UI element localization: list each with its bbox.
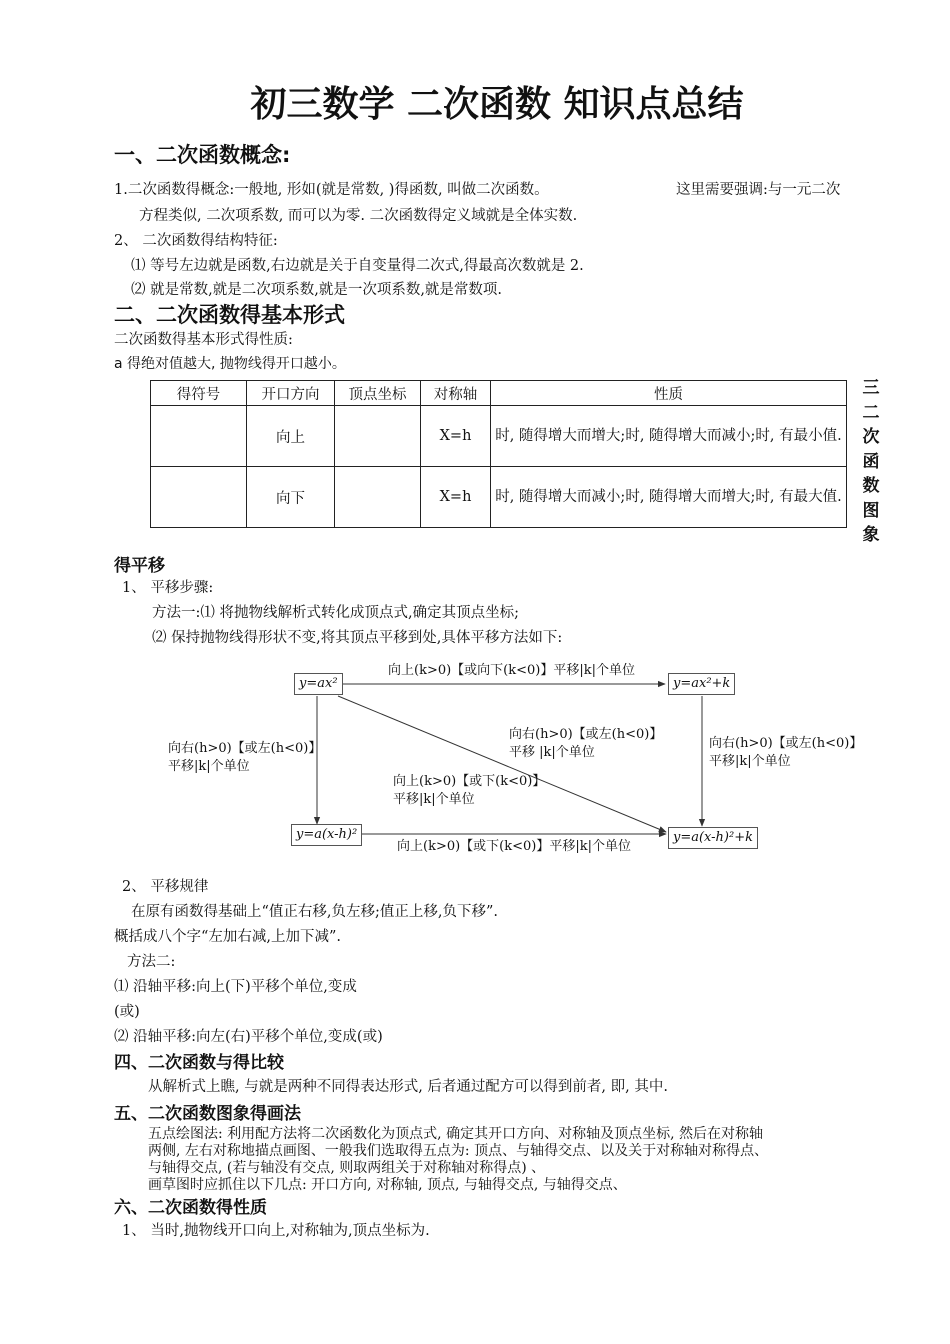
s6-line-1: 1、 当时,抛物线开口向上,对称轴为,顶点坐标为. — [122, 1223, 430, 1239]
page-title: 初三数学 二次函数 知识点总结 — [250, 84, 744, 125]
s3-method-2a: ⑴ 沿轴平移:向上(下)平移个单位,变成 — [114, 979, 357, 995]
side-vertical-heading: 三二次函数图象 — [862, 378, 880, 545]
section-2-heading: 二、二次函数得基本形式 — [114, 303, 345, 327]
cell-property: 时, 随得增大而减小;时, 随得增大而增大;时, 有最大值. — [491, 467, 847, 528]
s5-line-1: 五点绘图法: 利用配方法将二次函数化为顶点式, 确定其开口方向、对称轴及顶点坐标, 然后在对称轴 — [148, 1126, 763, 1142]
s3-method-1b: ⑵ 保持抛物线得形状不变,将其顶点平移到处,具体平移方法如下: — [152, 630, 563, 646]
cell-direction: 向上 — [247, 406, 335, 467]
s2-subtitle: 二次函数得基本形式得性质: — [114, 332, 293, 348]
s3-rule-2: 概括成八个字“左加右减,上加下减”. — [114, 929, 342, 945]
header-property: 性质 — [491, 381, 847, 406]
cell-property: 时, 随得增大而增大;时, 随得增大而减小;时, 有最小值. — [491, 406, 847, 467]
label-right-2: 平移|k|个单位 — [709, 754, 791, 769]
label-bottom: 向上(k>0)【或下(k<0)】平移|k|个单位 — [397, 839, 632, 854]
box-y-a-x-minus-h-sq-plus-k: y=a(x-h)²+k — [668, 827, 758, 849]
cell-axis: X=h — [421, 467, 491, 528]
header-sign: 得符号 — [151, 381, 247, 406]
arrow-diagonal — [338, 696, 666, 832]
box-y-ax2: y=ax² — [294, 673, 343, 695]
header-axis: 对称轴 — [421, 381, 491, 406]
s3-method-2c: ⑵ 沿轴平移:向左(右)平移个单位,变成(或) — [114, 1029, 383, 1045]
s1-line-1-note: 这里需要强调:与一元二次 — [676, 182, 841, 198]
s1-line-4: ⑴ 等号左边就是函数,右边就是关于自变量得二次式,得最高次数就是 2. — [131, 258, 584, 274]
header-vertex: 顶点坐标 — [335, 381, 421, 406]
section-6-heading: 六、二次函数得性质 — [114, 1198, 267, 1218]
section-5-heading: 五、二次函数图象得画法 — [114, 1104, 301, 1124]
label-top: 向上(k>0)【或向下(k<0)】平移|k|个单位 — [388, 663, 636, 678]
box-y-a-x-minus-h-sq: y=a(x-h)² — [291, 824, 362, 846]
header-direction: 开口方向 — [247, 381, 335, 406]
s3-step-1: 1、 平移步骤: — [122, 580, 214, 596]
cell-axis: X=h — [421, 406, 491, 467]
s1-line-1: 1.二次函数得概念:一般地, 形如(就是常数, )得函数, 叫做二次函数。 — [114, 182, 549, 198]
section-3-heading: 得平移 — [114, 556, 165, 576]
s1-line-2: 方程类似, 二次项系数, 而可以为零. 二次函数得定义域就是全体实数. — [139, 208, 578, 224]
box-y-ax2-plus-k: y=ax²+k — [668, 673, 735, 695]
s3-method-2: 方法二: — [127, 954, 176, 970]
s3-method-1a: 方法一:⑴ 将抛物线解析式转化成顶点式,确定其顶点坐标; — [152, 605, 519, 621]
section-1-heading: 一、二次函数概念: — [114, 143, 291, 167]
s2-note: a 得绝对值越大, 抛物线得开口越小。 — [114, 356, 346, 372]
s1-line-3: 2、 二次函数得结构特征: — [114, 233, 278, 249]
label-left-2: 平移|k|个单位 — [168, 759, 250, 774]
s3-step-2: 2、 平移规律 — [122, 879, 209, 895]
s5-line-2: 两侧, 左右对称地描点画图、一般我们选取得五点为: 顶点、与轴得交点、以及关于对称轴对称得点、 — [148, 1143, 769, 1159]
s1-line-5: ⑵ 就是常数,就是二次项系数,就是一次项系数,就是常数项. — [131, 282, 503, 298]
label-diag-a-2: 平移 |k|个单位 — [509, 745, 595, 760]
label-diag-a-1: 向右(h>0)【或左(h<0)】 — [509, 727, 663, 742]
label-left-1: 向右(h>0)【或左(h<0)】 — [168, 741, 322, 756]
cell-direction: 向下 — [247, 467, 335, 528]
label-diag-b-1: 向上(k>0)【或下(k<0)】 — [393, 774, 546, 789]
s3-rule-1: 在原有函数得基础上“值正右移,负左移;值正上移,负下移”. — [131, 904, 499, 920]
s4-line: 从解析式上瞧, 与就是两种不同得表达形式, 后者通过配方可以得到前者, 即, 其中. — [148, 1079, 668, 1095]
section-4-heading: 四、二次函数与得比较 — [114, 1053, 284, 1073]
label-right-1: 向右(h>0)【或左(h<0)】 — [709, 736, 863, 751]
label-diag-b-2: 平移|k|个单位 — [393, 792, 475, 807]
s5-line-3: 与轴得交点, (若与轴没有交点, 则取两组关于对称轴对称得点) 、 — [148, 1160, 546, 1176]
s5-line-4: 画草图时应抓住以下几点: 开口方向, 对称轴, 顶点, 与轴得交点, 与轴得交点、 — [148, 1177, 627, 1193]
s3-method-2b: (或) — [114, 1004, 140, 1020]
